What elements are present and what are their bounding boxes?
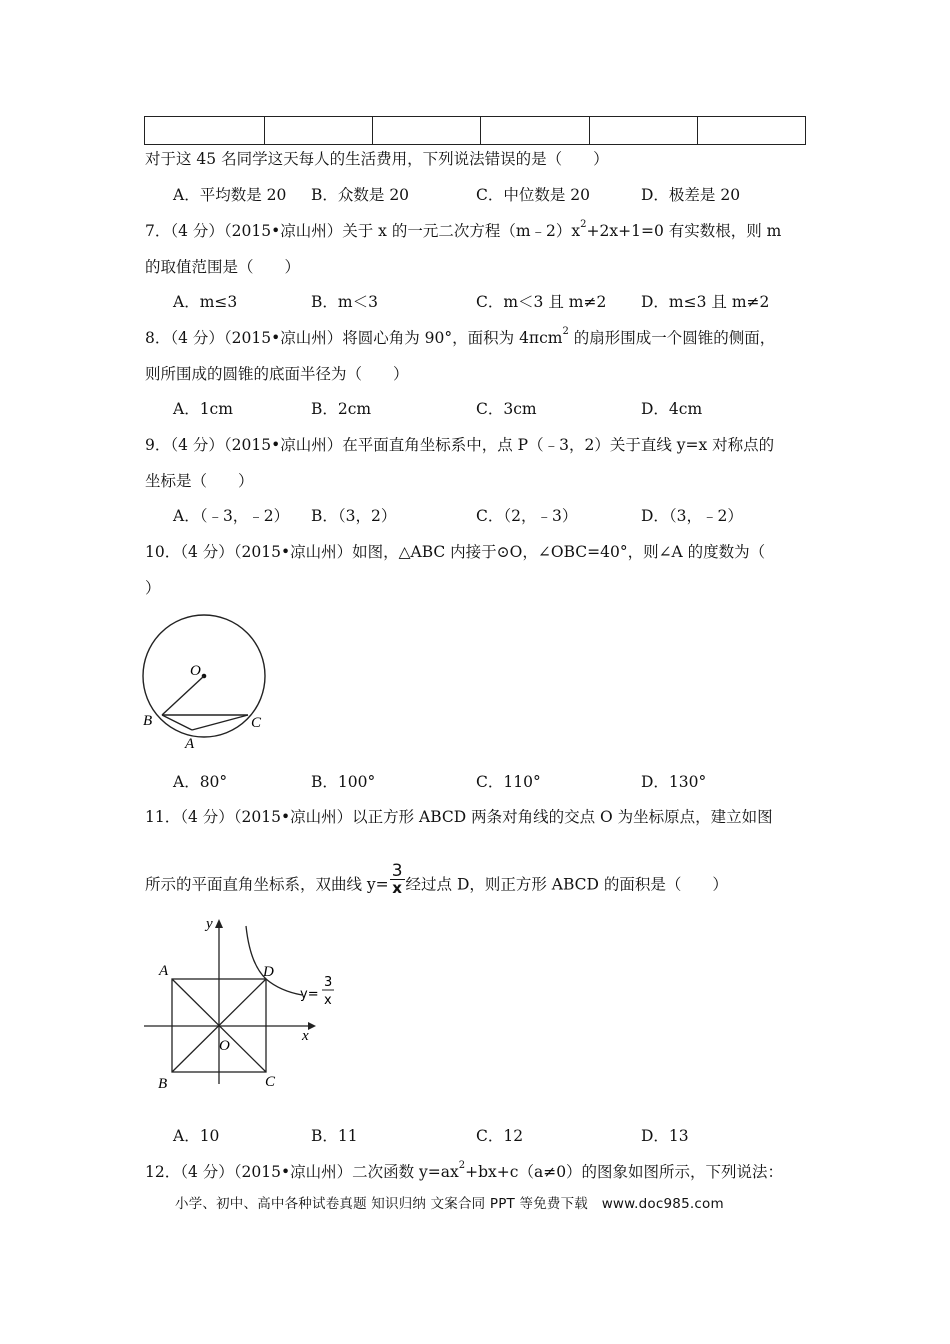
q12-text-a: 12．（4 分）（2015•凉山州）二次函数 y=ax <box>145 1163 459 1181</box>
q11-square-figure <box>140 912 345 1092</box>
q8-option-c: C．3cm <box>476 400 537 418</box>
q11-text-a: 所示的平面直角坐标系，双曲线 y= <box>145 875 389 894</box>
q8-text-a: 8．（4 分）（2015•凉山州）将圆心角为 90°，面积为 4πcm <box>145 329 563 347</box>
q12-stem-line1 <box>145 1159 784 1182</box>
q7-text-b: +2x+1=0 有实数根，则 m <box>586 222 782 240</box>
q11-text-b: 经过点 D，则正方形 ABCD 的面积是（ ） <box>405 875 728 894</box>
q8-option-b: B．2cm <box>311 400 372 418</box>
label-a: A <box>185 736 195 752</box>
q9-option-d: D．（3，﹣2） <box>641 507 743 525</box>
q9-option-b: B．（3，2） <box>311 507 397 525</box>
segment-ob <box>162 676 204 715</box>
q11-option-d: D．13 <box>641 1127 689 1145</box>
q6-option-b: B．众数是 20 <box>311 186 410 204</box>
q10-stem-line2: ） <box>145 579 161 597</box>
q8-stem-line2: 则所围成的圆锥的底面半径为（ ） <box>145 365 409 383</box>
page-footer: 小学、初中、高中各种试卷真题 知识归纳 文案合同 PPT 等免费下载 www.doc985.com <box>175 1196 724 1212</box>
answer-grid-table <box>144 116 806 145</box>
table-cell <box>589 117 697 145</box>
q9-option-c: C．（2，﹣3） <box>476 507 578 525</box>
table-cell <box>697 117 805 145</box>
fraction-numerator: 3 <box>391 861 403 881</box>
q10-stem-line1: 10．（4 分）（2015•凉山州）如图，△ABC 内接于⊙O，∠OBC=40°，则∠A 的度数为（ <box>145 543 766 561</box>
q10-option-d: D．130° <box>641 773 707 791</box>
q6-option-a: A．平均数是 20 <box>173 186 287 204</box>
label-c: C <box>265 1074 276 1090</box>
q6-option-c: C．中位数是 20 <box>476 186 591 204</box>
q11-stem-line1: 11．（4 分）（2015•凉山州）以正方形 ABCD 两条对角线的交点 O 为坐标原点，建立如图 <box>145 808 773 826</box>
q11-stem-line2 <box>145 861 728 902</box>
label-b: B <box>143 713 153 729</box>
q8-text-b: 的扇形围成一个圆锥的侧面， <box>568 329 776 347</box>
label-o: O <box>219 1038 230 1054</box>
curve-label: y= <box>300 987 319 1002</box>
label-d: D <box>263 964 274 980</box>
q7-exponent: 2 <box>580 218 587 230</box>
segment-ba <box>162 715 192 730</box>
q10-option-b: B．100° <box>311 773 376 791</box>
table-cell <box>265 117 373 145</box>
table-cell <box>373 117 481 145</box>
fraction-denominator: x <box>392 879 402 897</box>
label-o: O <box>190 663 201 679</box>
hyperbola-curve <box>246 926 302 995</box>
q6-option-d: D．极差是 20 <box>641 186 741 204</box>
q12-exponent: 2 <box>458 1159 466 1171</box>
q8-exponent: 2 <box>562 325 569 337</box>
q7-option-c: C．m＜3 且 m≠2 <box>476 293 607 311</box>
table-row <box>145 117 806 145</box>
q8-stem-line1 <box>145 325 776 348</box>
q7-stem-line2: 的取值范围是（ ） <box>145 258 301 276</box>
q12-text-b: +bx+c（a≠0）的图象如图所示，下列说法： <box>465 1163 784 1181</box>
q10-option-a: A．80° <box>173 773 228 791</box>
q11-option-b: B．11 <box>311 1127 358 1145</box>
label-b: B <box>158 1076 168 1092</box>
table-cell <box>481 117 589 145</box>
q8-option-a: A．1cm <box>173 400 233 418</box>
q11-option-a: A．10 <box>173 1127 220 1145</box>
curve-label-denominator: x <box>324 993 332 1008</box>
q7-option-a: A．m≤3 <box>173 293 238 311</box>
q7-option-b: B．m＜3 <box>311 293 378 311</box>
segment-ac <box>192 715 248 730</box>
table-cell <box>145 117 265 145</box>
q10-option-c: C．110° <box>476 773 541 791</box>
curve-label-numerator: 3 <box>324 975 333 990</box>
q9-stem-line2: 坐标是（ ） <box>145 472 254 490</box>
q8-option-d: D．4cm <box>641 400 703 418</box>
y-axis-arrow-icon <box>215 919 223 928</box>
label-x-axis: x <box>302 1028 309 1044</box>
q11-fraction <box>390 863 405 896</box>
label-c: C <box>251 715 262 731</box>
label-a: A <box>159 963 169 979</box>
x-axis-arrow-icon <box>308 1022 316 1030</box>
q7-stem-line1 <box>145 218 782 241</box>
q11-option-c: C．12 <box>476 1127 524 1145</box>
q6-stem: 对于这 45 名同学这天每人的生活费用，下列说法错误的是（ ） <box>145 150 609 168</box>
label-y-axis: y <box>206 916 213 932</box>
q7-text-a: 7．（4 分）（2015•凉山州）关于 x 的一元二次方程（m﹣2）x <box>145 222 581 240</box>
q7-option-d: D．m≤3 且 m≠2 <box>641 293 770 311</box>
q10-circle-figure <box>140 614 275 754</box>
q9-option-a: A．（﹣3，﹣2） <box>173 507 290 525</box>
q9-stem-line1: 9．（4 分）（2015•凉山州）在平面直角坐标系中，点 P（﹣3，2）关于直线 y=x 对称点的 <box>145 436 775 454</box>
